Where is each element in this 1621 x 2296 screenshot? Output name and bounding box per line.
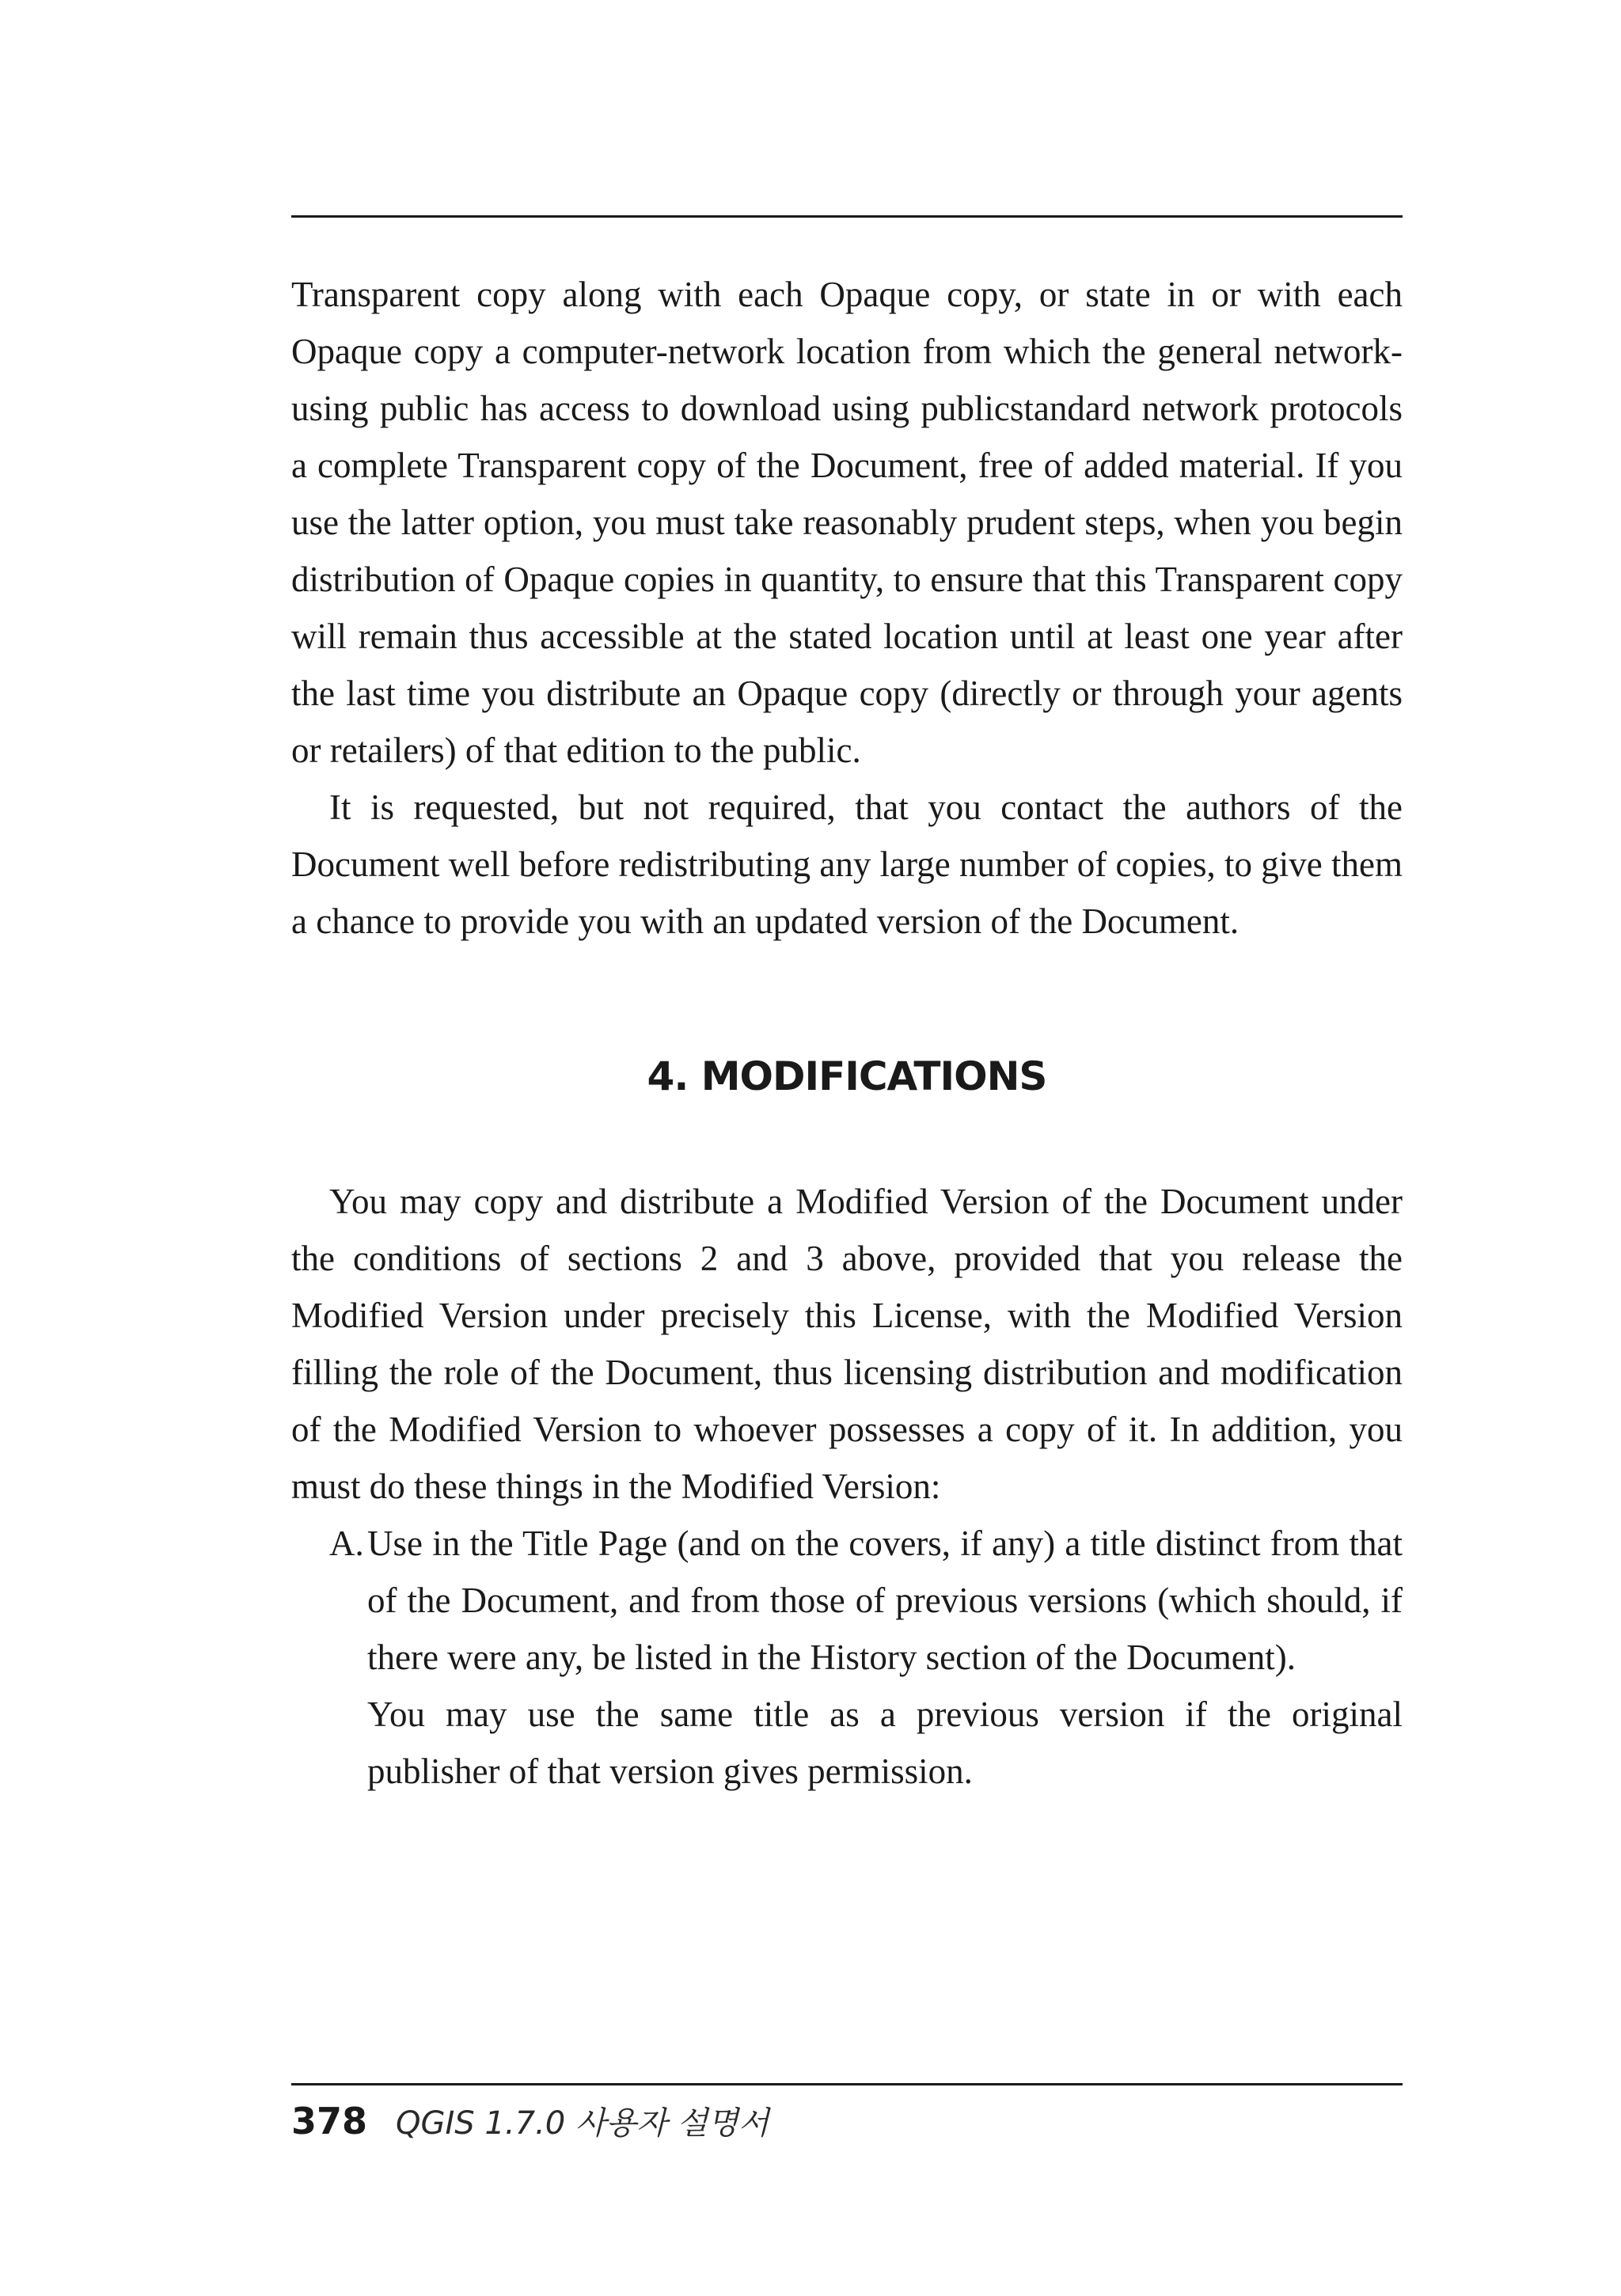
book-title: QGIS 1.7.0 사용자 설명서 bbox=[396, 2105, 769, 2142]
list-marker: A. bbox=[329, 1524, 364, 1563]
page-body bbox=[291, 266, 1403, 1800]
page-number: 378 bbox=[291, 2100, 368, 2142]
header-rule bbox=[291, 215, 1403, 218]
page-footer bbox=[291, 2093, 769, 2150]
footer-rule bbox=[291, 2083, 1403, 2085]
list-item-a bbox=[291, 1515, 1403, 1800]
section-intro-paragraph: You may copy and distribute a Modified Version of the Document under the conditions of sections 2 and 3 above, provided that you release the Modified Version under precisely this License, with the Modified Version filling the role of the Document, thus licensing distribution and modification of the Modified Version to whoever possesses a copy of it. In addition, you must do these things in the Modified Version: bbox=[291, 1182, 1403, 1506]
list-item-text: Use in the Title Page (and on the covers, if any) a title distinct from that of the Document, and from those of previous versions (which should, if there were any, be listed in the History section of the Document). bbox=[367, 1524, 1403, 1677]
list-item-continuation: You may use the same title as a previous version if the original publisher of that version gives permission. bbox=[367, 1694, 1403, 1791]
paragraph-transparent-copy: Transparent copy along with each Opaque copy, or state in or with each Opaque copy a computer-network location from which the general network-using public has access to download using publicstandard network protocols a complete Transparent copy of the Document, free of added material. If you use the latter option, you must take reasonably prudent steps, when you begin distribution of Opaque copies in quantity, to ensure that this Transparent copy will remain thus accessible at the stated location until at least one year after the last time you distribute an Opaque copy (directly or through your agents or retailers) of that edition to the public. bbox=[291, 275, 1403, 770]
paragraph-contact-authors: It is requested, but not required, that you contact the authors of the Document well before redistributing any large number of copies, to give them a chance to provide you with an updated version of the Document. bbox=[291, 787, 1403, 941]
section-heading: 4. MODIFICATIONS bbox=[647, 1053, 1047, 1099]
